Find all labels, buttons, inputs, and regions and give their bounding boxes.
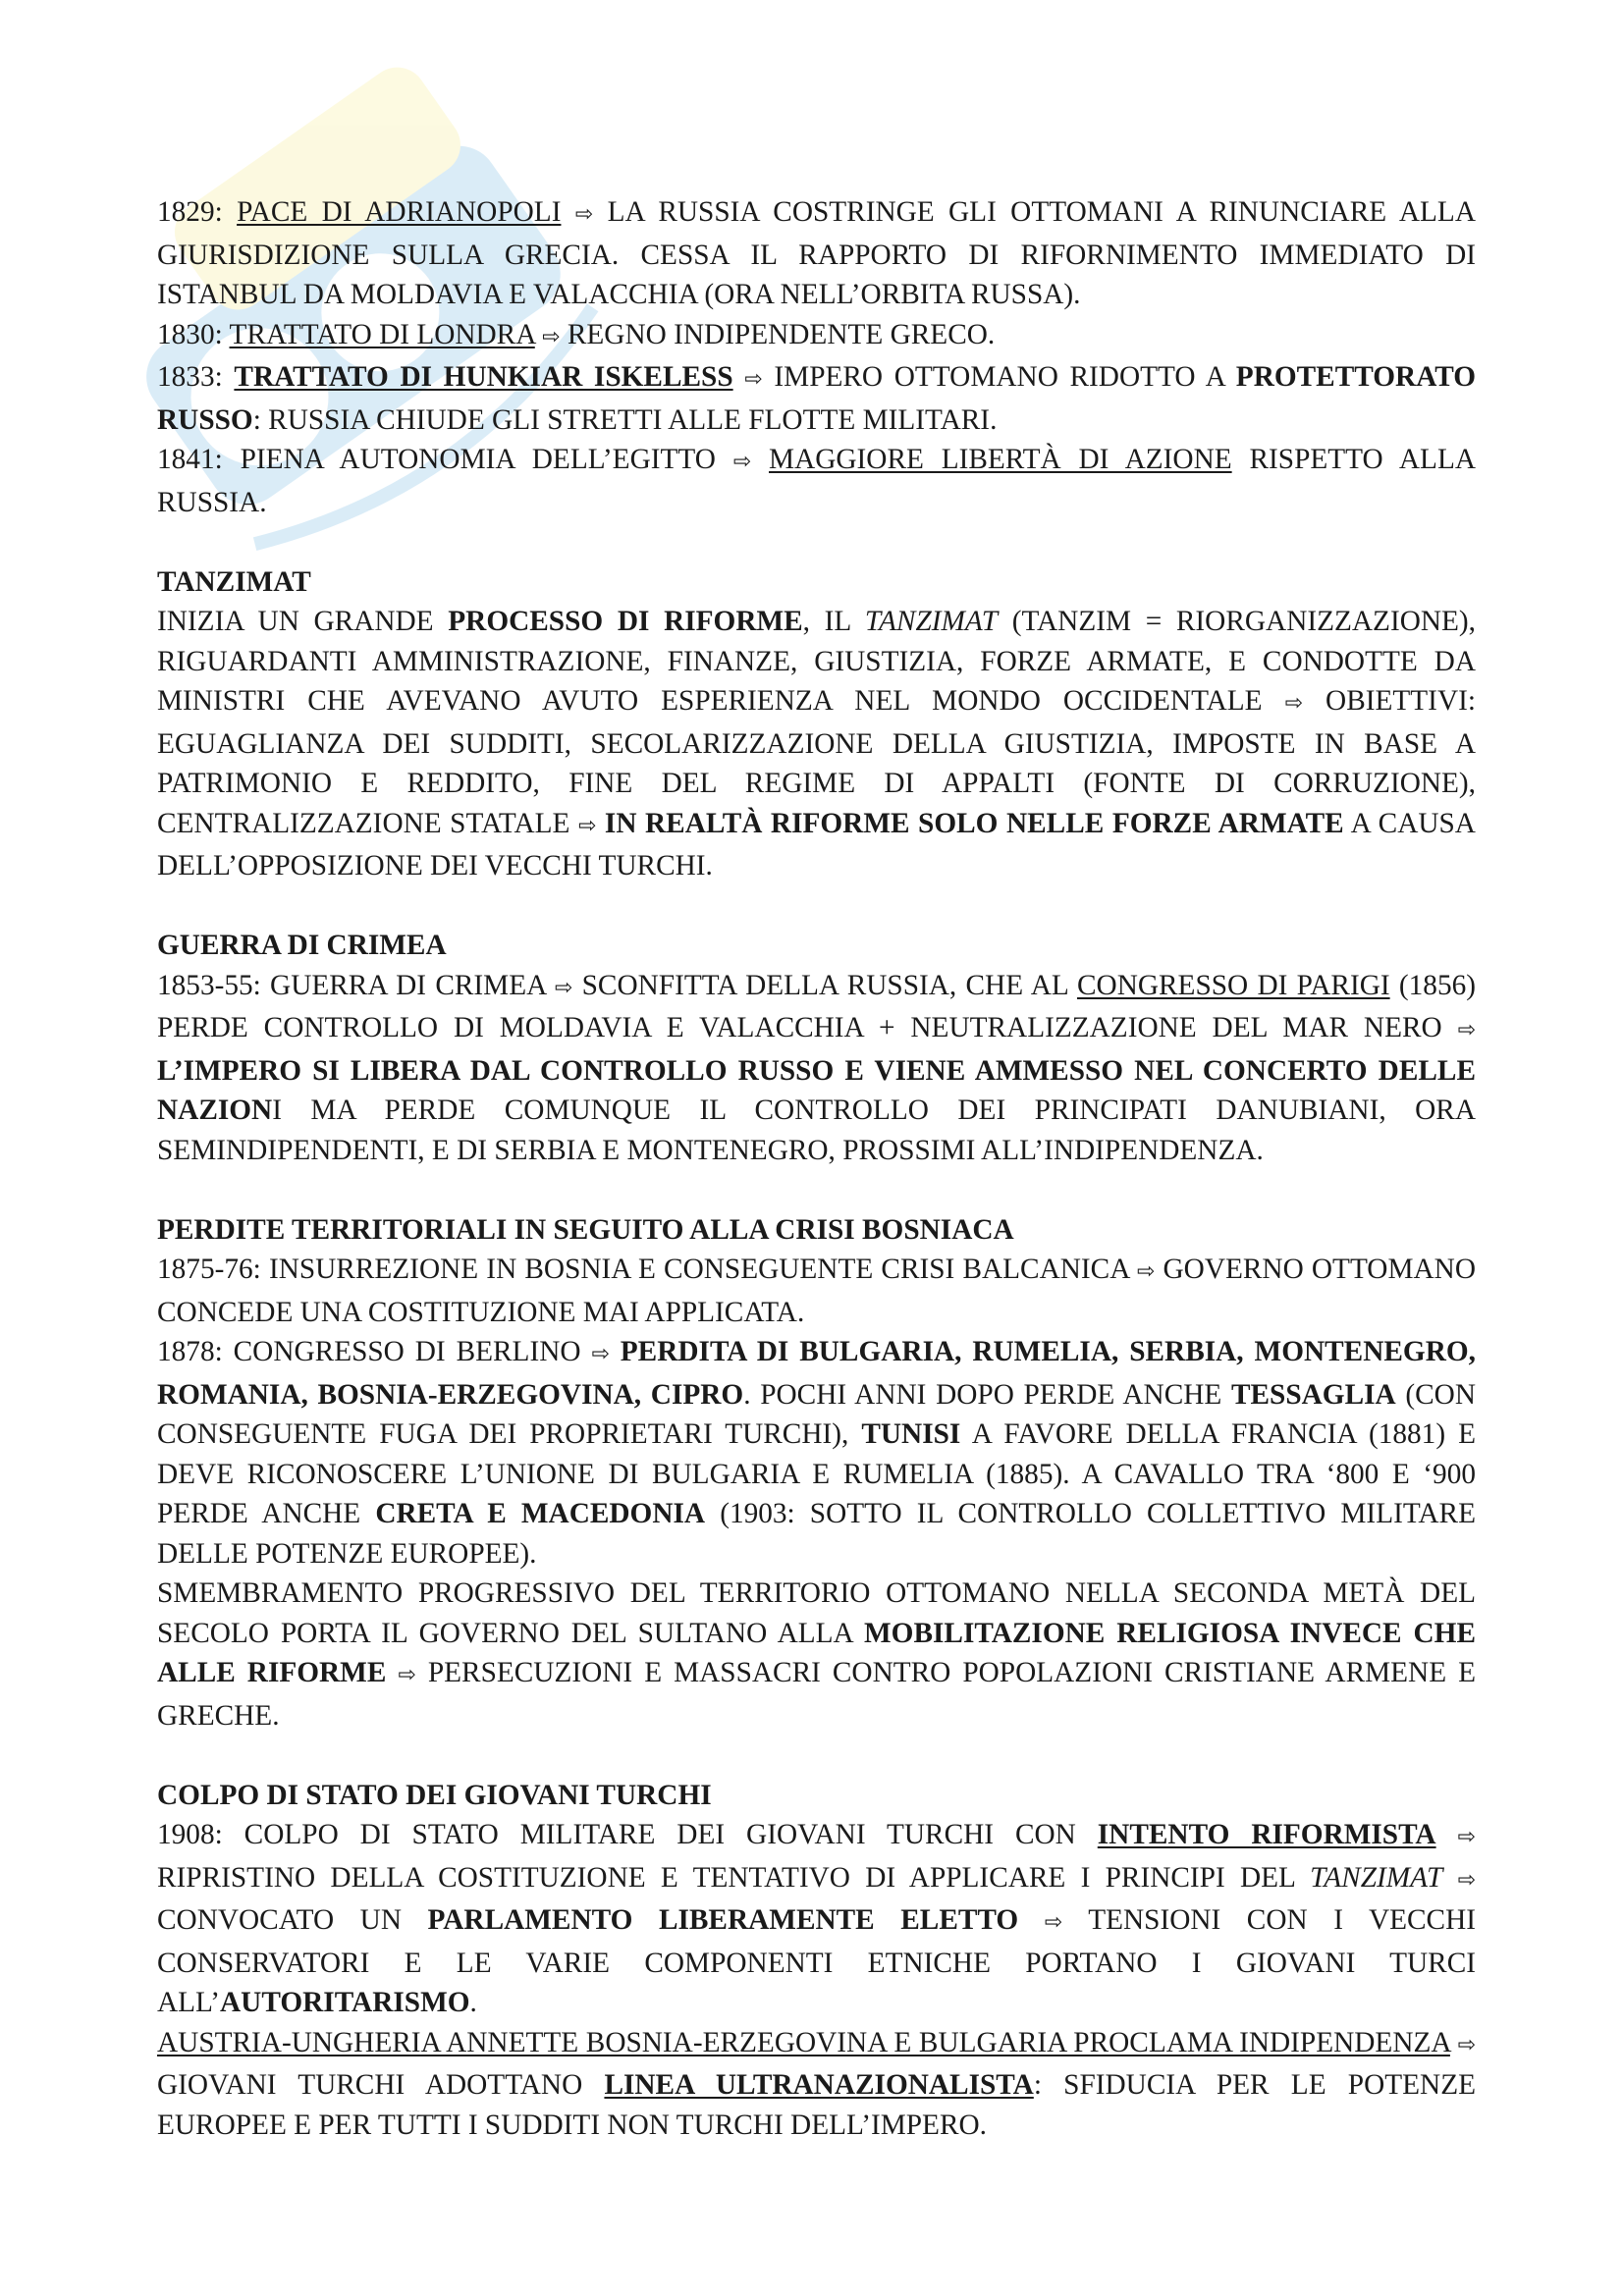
arrow-icon: ⇨ <box>398 1663 416 1687</box>
paragraph-tanzimat: INIZIA UN GRANDE PROCESSO DI RIFORME, IL TANZIMAT (TANZIM = RIORGANIZZAZIONE), RIGUARDANTI AMMINISTRAZIONE, FINANZE, GIUSTIZIA, FORZE ARMATE, E CONDOTTE DA MINISTRI CHE AVEVANO AVUTO ESPERIENZA NEL MONDO OCCIDENTALE ⇨ OBIETTIVI: EGUAGLIANZA DEI SUDDITI, SECOLARIZZAZIONE DELLA GIUSTIZIA, IMPOSTE IN BASE A PATRIMONIO E REDDITO, FINE DEL REGIME DI APPALTI (FONTE DI CORRUZIONE), CENTRALIZZAZIONE STATALE ⇨ IN REALTÀ RIFORME SOLO NELLE FORZE ARMATE A CAUSA DELL’OPPOSIZIONE DEI VECCHI TURCHI. <box>157 606 1476 881</box>
arrow-icon: ⇨ <box>1136 1259 1156 1284</box>
paragraph-1908: 1908: COLPO DI STATO MILITARE DEI GIOVANI TURCHI CON INTENTO RIFORMISTA ⇨ RIPRISTINO DELLA COSTITUZIONE E TENTATIVO DI APPLICARE I PRINCIPI DEL TANZIMAT ⇨ CONVOCATO UN PARLAMENTO LIBERAMENTE ELETTO ⇨ TENSIONI CON I VECCHI CONSERVATORI E LE VARIE COMPONENTI ETNICHE PORTANO I GIOVANI TURCI ALL’AUTORITARISMO. <box>157 1819 1477 2018</box>
arrow-icon: ⇨ <box>1457 1867 1476 1893</box>
arrow-icon: ⇨ <box>574 202 594 227</box>
arrow-icon: ⇨ <box>1457 1825 1476 1849</box>
arrow-icon: ⇨ <box>744 367 763 392</box>
heading-giovani-turchi: COLPO DI STATO DEI GIOVANI TURCHI <box>157 1779 712 1811</box>
paragraph-smembramento: SMEMBRAMENTO PROGRESSIVO DEL TERRITORIO OTTOMANO NELLA SECONDA METÀ DEL SECOLO PORTA IL GOVERNO DEL SULTANO ALLA MOBILITAZIONE RELIGIOSA INVECE CHE ALLE RIFORME ⇨ PERSECUZIONI E MASSACRI CONTRO POPOLAZIONI CRISTIANE ARMENE E GRECHE. <box>157 1577 1477 1732</box>
arrow-icon: ⇨ <box>732 450 752 474</box>
paragraph-1878: 1878: CONGRESSO DI BERLINO ⇨ PERDITA DI BULGARIA, RUMELIA, SERBIA, MONTENEGRO, ROMANIA, BOSNIA-ERZEGOVINA, CIPRO. POCHI ANNI DOPO PERDE ANCHE TESSAGLIA (CON CONSEGUENTE FUGA DEI PROPRIETARI TURCHI), TUNISI A FAVORE DELLA FRANCIA (1881) E DEVE RICONOSCERE L’UNIONE DI BULGARIA E RUMELIA (1885). A CAVALLO TRA ‘800 E ‘900 PERDE ANCHE CRETA E MACEDONIA (1903: SOTTO IL CONTROLLO COLLETTIVO MILITARE DELLE POTENZE EUROPEE). <box>157 1336 1476 1570</box>
paragraph-1875: 1875-76: INSURREZIONE IN BOSNIA E CONSEGUENTE CRISI BALCANICA ⇨ GOVERNO OTTOMANO CONCEDE UNA COSTITUZIONE MAI APPLICATA. <box>157 1254 1476 1328</box>
paragraph-crimea: 1853-55: GUERRA DI CRIMEA ⇨ SCONFITTA DELLA RUSSIA, CHE AL CONGRESSO DI PARIGI (1856) PERDE CONTROLLO DI MOLDAVIA E VALACCHIA + NEUTRALIZZAZIONE DEL MAR NERO ⇨ L’IMPERO SI LIBERA DAL CONTROLLO RUSSO E VIENE AMMESSO NEL CONCERTO DELLE NAZIONI MA PERDE COMUNQUE IL CONTROLLO DEI PRINCIPATI DANUBIANI, ORA SEMINDIPENDENTI, E DI SERBIA E MONTENEGRO, PROSSIMI ALL’INDIPENDENZA. <box>157 969 1476 1166</box>
arrow-icon: ⇨ <box>1044 1910 1063 1935</box>
paragraph-1841: 1841: PIENA AUTONOMIA DELL’EGITTO ⇨ MAGGIORE LIBERTÀ DI AZIONE RISPETTO ALLA RUSSIA. <box>157 444 1476 518</box>
arrow-icon: ⇨ <box>1457 1018 1476 1042</box>
arrow-icon: ⇨ <box>542 324 561 349</box>
paragraph-austria: AUSTRIA-UNGHERIA ANNETTE BOSNIA-ERZEGOVINA E BULGARIA PROCLAMA INDIPENDENZA ⇨ GIOVANI TURCHI ADOTTANO LINEA ULTRANAZIONALISTA: SFIDUCIA PER LE POTENZE EUROPEE E PER TUTTI I SUDDITI NON TURCHI DELL’IMPERO. <box>157 2026 1476 2141</box>
arrow-icon: ⇨ <box>577 813 597 838</box>
heading-tanzimat: TANZIMAT <box>157 565 311 598</box>
arrow-icon: ⇨ <box>591 1342 610 1366</box>
heading-bosnia: PERDITE TERRITORIALI IN SEGUITO ALLA CRISI BOSNIACA <box>157 1213 1014 1246</box>
paragraph-1830: 1830: TRATTATO DI LONDRA ⇨ REGNO INDIPENDENTE GRECO. <box>157 318 996 350</box>
paragraph-1829: 1829: PACE DI ADRIANOPOLI ⇨ LA RUSSIA COSTRINGE GLI OTTOMANI A RINUNCIARE ALLA GIURISDIZIONE SULLA GRECIA. CESSA IL RAPPORTO DI RIFORNIMENTO IMMEDIATO DI ISTANBUL DA MOLDAVIA E VALACCHIA (ORA NELL’ORBITA RUSSA). <box>157 196 1476 310</box>
document-body <box>157 192 1476 2145</box>
heading-crimea: GUERRA DI CRIMEA <box>157 930 447 961</box>
arrow-icon: ⇨ <box>554 975 573 1000</box>
arrow-icon: ⇨ <box>1457 2032 1476 2057</box>
arrow-icon: ⇨ <box>1284 691 1304 716</box>
paragraph-1833: 1833: TRATTATO DI HUNKIAR ISKELESS ⇨ IMPERO OTTOMANO RIDOTTO A PROTETTORATO RUSSO: RUSSIA CHIUDE GLI STRETTI ALLE FLOTTE MILITARI. <box>157 361 1476 436</box>
